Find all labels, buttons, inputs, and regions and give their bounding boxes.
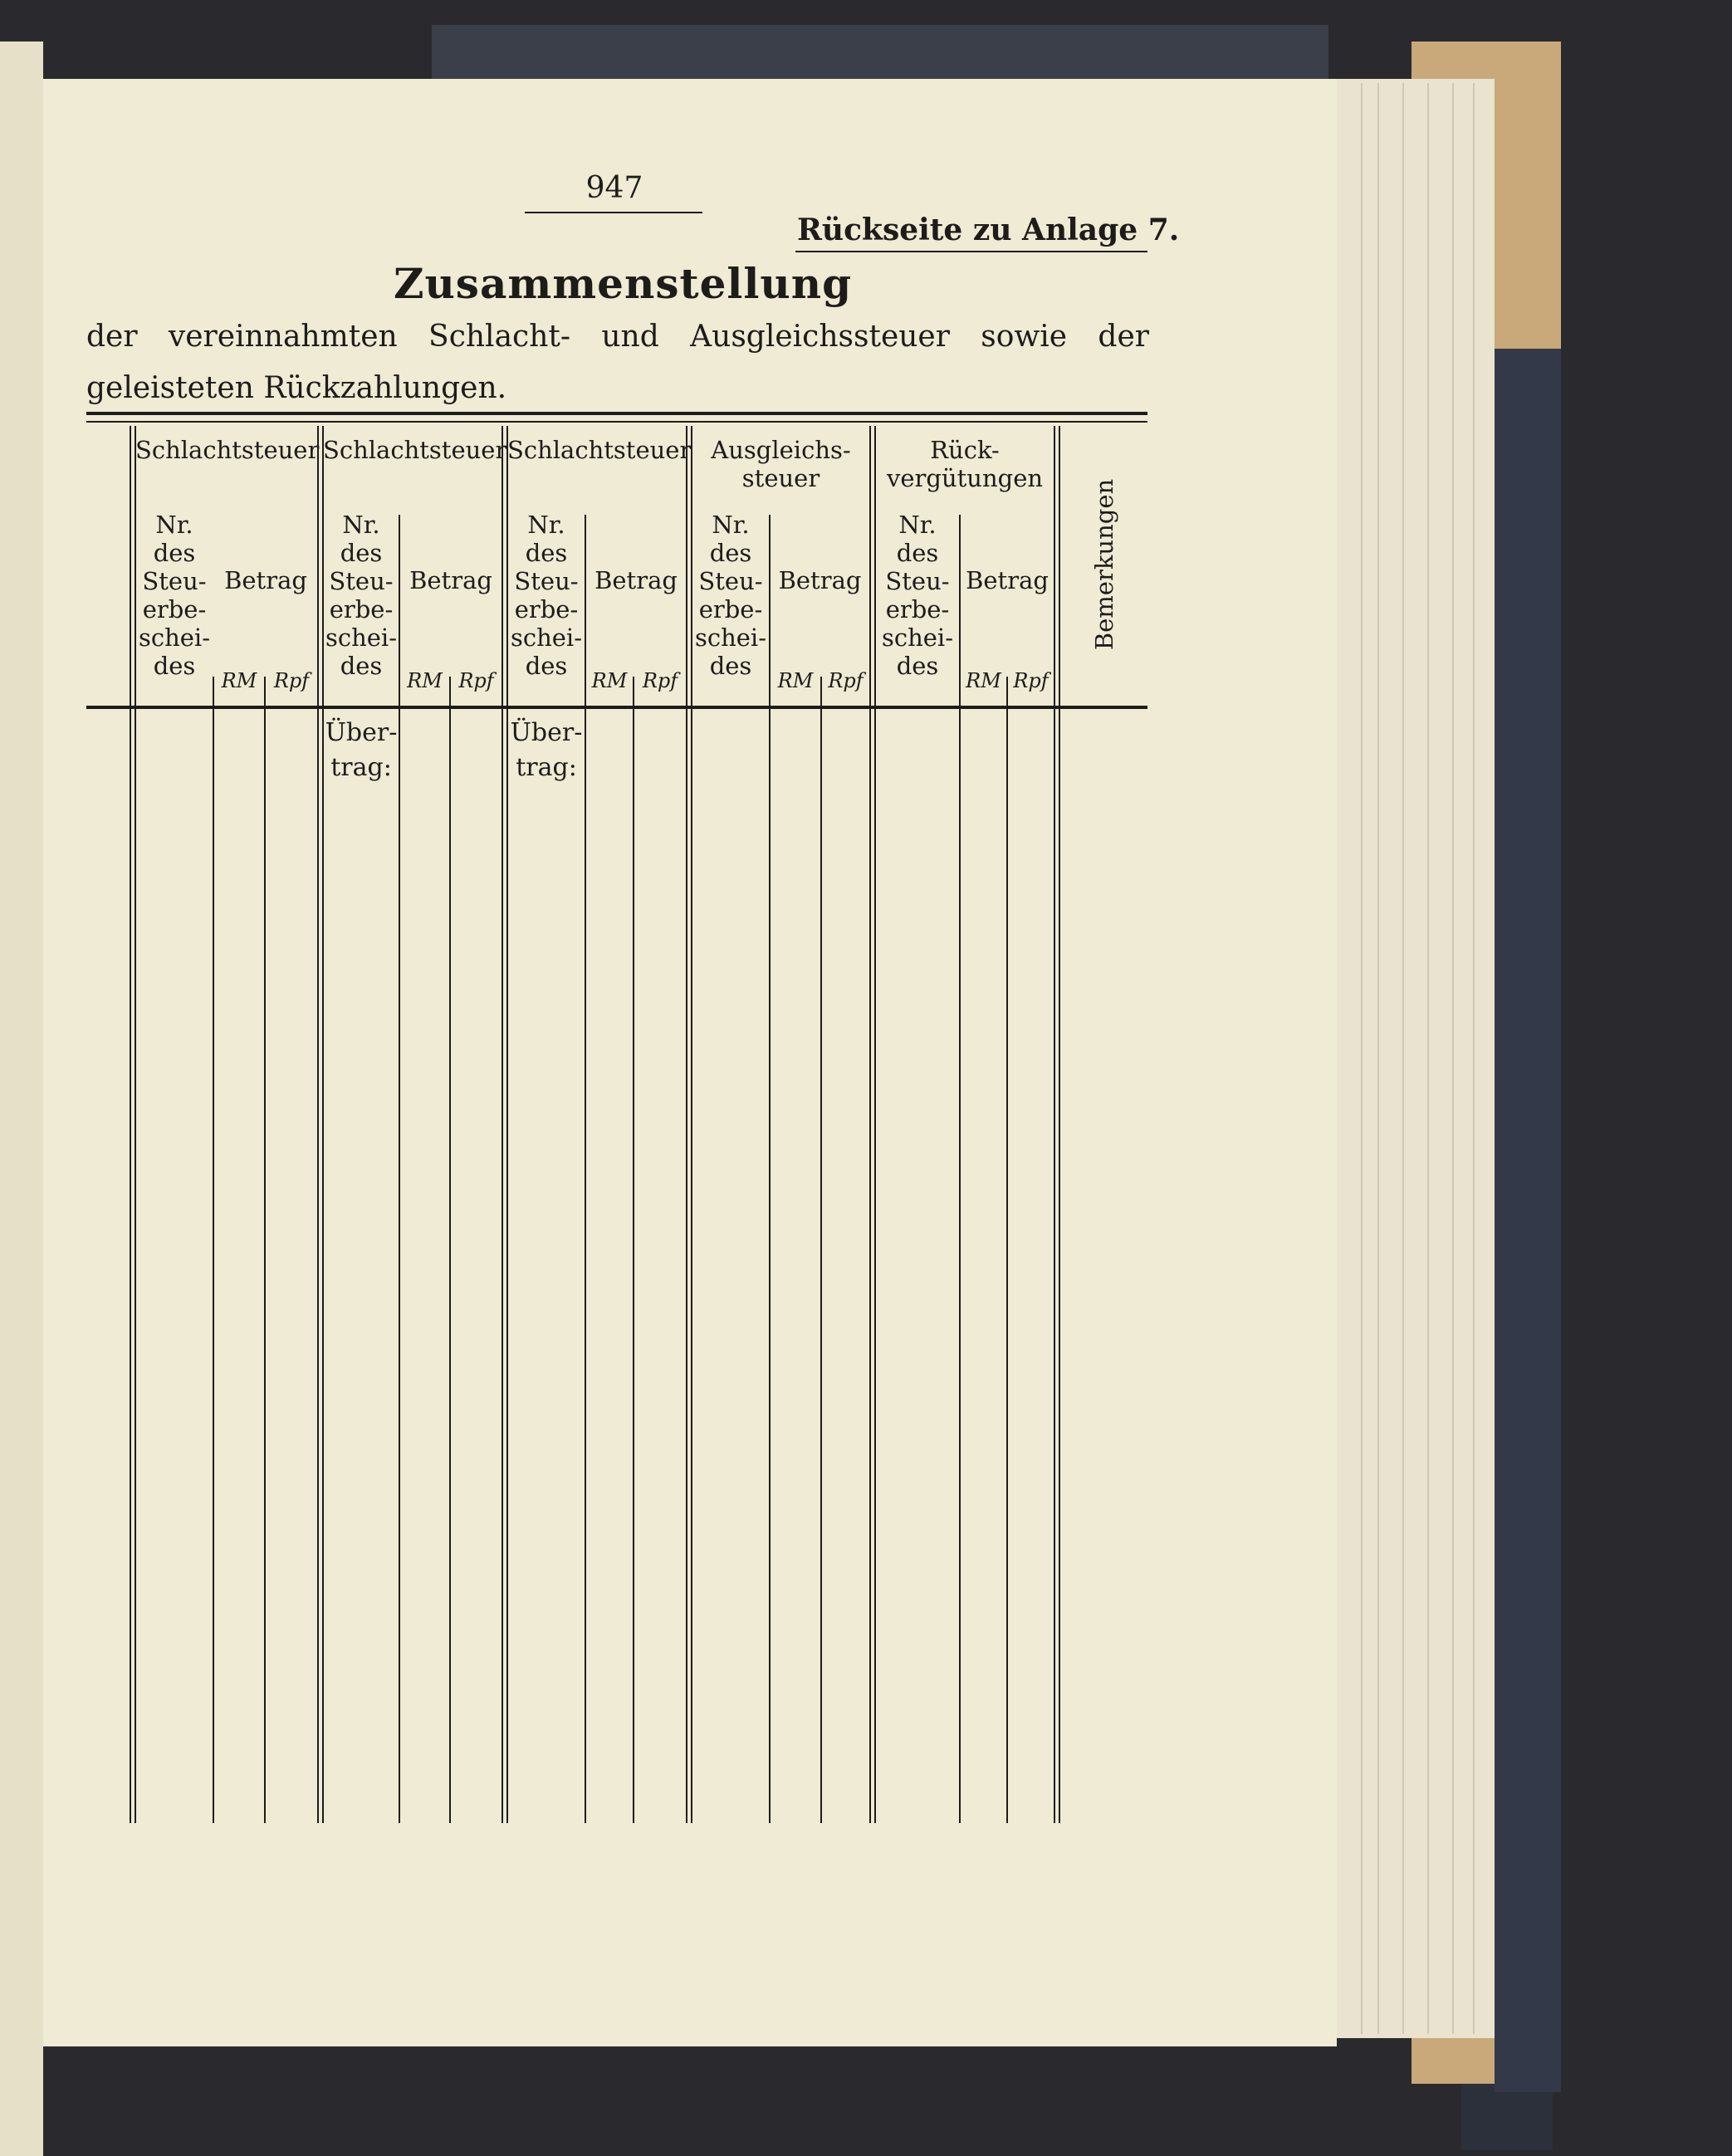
page-title: Zusammenstellung bbox=[393, 259, 853, 308]
amount-label-5: Betrag bbox=[966, 566, 1049, 594]
nr-label-5: Nr. des Steu- erbe- schei- des bbox=[881, 511, 954, 680]
group-header-rueckverguetungen: Rück- vergütungen bbox=[886, 436, 1044, 492]
nr-label-1: Nr. des Steu- erbe- schei- des bbox=[138, 511, 211, 680]
nr-label-3: Nr. des Steu- erbe- schei- des bbox=[510, 511, 583, 680]
unit-rm-2: RM bbox=[407, 669, 443, 692]
running-head: Rückseite zu Anlage 7. bbox=[797, 213, 1180, 247]
unit-rpf-4: Rpf bbox=[828, 669, 864, 692]
unit-rpf-2: Rpf bbox=[458, 669, 494, 692]
group-header-schlachtsteuer-2: Schlachtsteuer bbox=[323, 436, 507, 464]
carry-over-label-2: Über- trag: bbox=[325, 718, 398, 782]
marbled-cover-strip bbox=[1495, 349, 1561, 2092]
unit-rm-1: RM bbox=[221, 669, 257, 692]
page-edges-stack bbox=[1328, 79, 1495, 2038]
remarks-column-header: Bemerkungen bbox=[1090, 478, 1118, 651]
unit-rpf-1: Rpf bbox=[273, 669, 310, 692]
group-header-ausgleichssteuer: Ausgleichs- steuer bbox=[711, 436, 851, 492]
page-subtitle: der vereinnahmten Schlacht- und Ausgleichssteuer sowie der geleisteten Rückzahlungen. bbox=[86, 320, 1149, 405]
nr-label-2: Nr. des Steu- erbe- schei- des bbox=[325, 511, 398, 680]
group-header-schlachtsteuer-3: Schlachtsteuer bbox=[507, 436, 692, 464]
carry-over-label-3: Über- trag: bbox=[510, 718, 583, 782]
amount-label-4: Betrag bbox=[778, 566, 862, 594]
group-header-schlachtsteuer-1: Schlachtsteuer bbox=[135, 436, 320, 464]
nr-label-4: Nr. des Steu- erbe- schei- des bbox=[694, 511, 767, 680]
unit-rm-3: RM bbox=[591, 669, 628, 692]
unit-rpf-3: Rpf bbox=[642, 669, 678, 692]
unit-rm-4: RM bbox=[777, 669, 814, 692]
left-page-sliver bbox=[0, 42, 43, 2156]
unit-rm-5: RM bbox=[966, 669, 1001, 692]
page-number: 947 bbox=[585, 171, 643, 205]
amount-label-2: Betrag bbox=[409, 566, 492, 594]
amount-label-3: Betrag bbox=[594, 566, 678, 594]
amount-label-1: Betrag bbox=[224, 566, 307, 594]
unit-rpf-5: Rpf bbox=[1013, 669, 1049, 692]
